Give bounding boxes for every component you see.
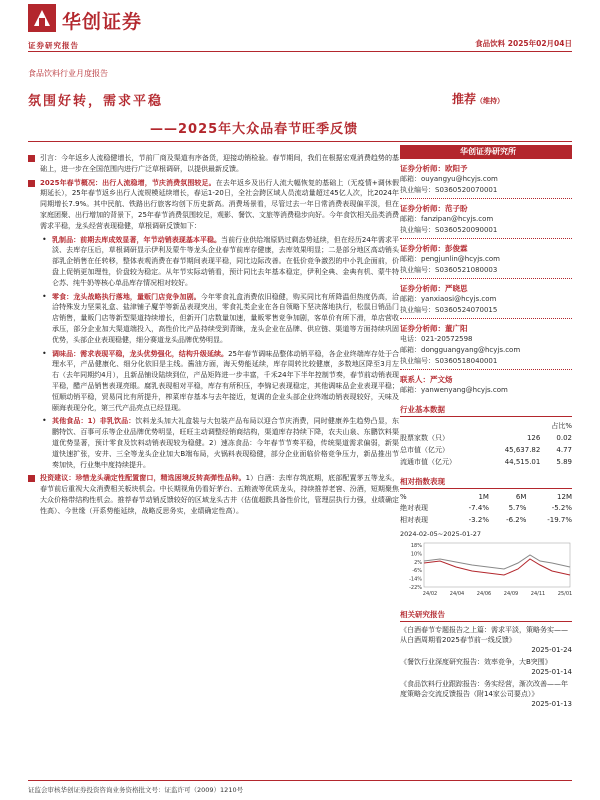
analyst-cert: 执业编号：S0360521080003 [400,266,498,274]
investment-paragraph: 投资建议：珍惜龙头确定性配置窗口，精选困境反转高弹性品种。1）白酒：去库存筑底期，底部配置茅五等龙头，春节前后重视大众消费相关板块机会。中长期视角仍看好茅台、五粮液等优质龙头，持续推荐老窖、汾酒，短期聚焦大众价格带结构性机会。推荐春节动销反馈较好的区域龙头古井（估值超跌具备性价比，管理层执行力强，业绩确定性高）、今世缘（开系势能延续，战略反思务实，业绩确定性高）。 [28,473,399,516]
x-tick-label: 24/11 [530,591,546,597]
analyst-cert: 执业编号：S0360518040001 [400,357,498,365]
benchmark-line [424,555,570,569]
table-row: 相对表现 -3.2% -6.2% -19.7% [400,516,572,524]
related-report[interactable]: 《食品饮料行业跟踪报告：务实经营，渐次改善——年度策略会交流反馈报告（附14家公司要点）》 2025-01-13 [400,680,572,708]
analyst-name: 证券分析师：欧阳予 [400,164,468,173]
overview-paragraph: 2025年春节概况：出行人流稳增，节庆消费氛围较足。在去年返乡及出行人流大幅恢复的基础上（无疫情+调休假期延长），25年春节返乡出行人流规模延续增长，春运1-20日，全社会跨区域人员流动量超过45亿人次，比2024年同期增长7.9%。其中民航、铁路出行旅客均创下历史新高。消费场景看，尽管过去一年日常消费表现偏平淡，但在家庭团聚、出行增加的背景下，25年春节消费氛围较足，观影、餐饮、文旅等消费稳步向好。今年食饮相关品类消费需求平稳，龙头经营表现稳健，草根调研反馈如下： [28,178,399,232]
analyst-name: 证券分析师：董广阳 [400,324,468,333]
analyst-cert: 执业编号：S0360520090001 [400,226,498,234]
performance-chart-svg [400,541,572,601]
related-report[interactable]: 《白酒春节专题报告之上篇：需求平淡，策略务实——从白酒周期看2025春节前一线反馈》 2025-01-24 [400,626,572,654]
analyst-cert: 执业编号：S0360524070015 [400,306,498,314]
footer-note: 证监会审核华创证券投资咨询业务资格批文号：证监许可（2009）1210号 [28,786,244,794]
analyst-list [400,163,572,396]
index-line [424,559,570,575]
brand-name: 华创证券 [62,11,143,33]
condiments-paragraph: • 调味品：需求表现平稳，龙头优势强化，结构升级延续。25年春节调味品整体动销平稳，各企业终端库存处于合理水平，产品健康化、细分化依旧是主线。酱油方面，海天势能延续，库存周转比较健康，多数地区降至3月左右（去年同期约4月），且新品铺设陆续到位，产品矩阵进一步丰富，千禾24年下半年控制节奏，春节前动销表现平稳，醋产品销售表现亮眼。腐乳表现相对平稳，库存有所积压，李锦记表现稳定，其他调味品企业表现平稳；恒顺动销平稳，贸易同比有所提升，榨菜库存基本与去年接近，复调的企业头部企业终端动销表现较好，天味及颐海表现分化，第三代产品亮点已经显现。 [42,348,399,412]
contact-name: 联系人：严文炀 [400,375,453,384]
intro-paragraph: 引言：今年返乡人流稳健增长，节前厂商及渠道有序备货，迎接动销检验。春节期间，我们在根据宏观消费趋势的基础上，进一步在全国范围内进行广泛草根调研，以提供最新反馈。 [28,153,399,175]
bullet-dot-icon: • [42,348,47,358]
y-tick-label: 18% [410,543,422,549]
rating-label: 推荐 [452,92,477,106]
industry-date: 食品饮料 2025年02月04日 [475,39,572,48]
report-subtitle: ——2025年大众品春节旺季反馈 [150,122,359,137]
analyst-email[interactable]: 邮箱：ouyangyu@hcyjs.com [400,175,498,183]
related-report[interactable]: 《餐饮行业深度研究报告：效率竞争，大B突围》 2025-01-14 [400,658,572,676]
rating-note: （维持） [476,97,505,105]
x-tick-label: 24/09 [503,591,519,597]
rating [452,90,504,107]
x-tick-label: 24/04 [449,591,465,597]
related-list [400,625,572,709]
y-tick-label: -6% [412,568,422,575]
analyst-email[interactable]: 邮箱：fanzipan@hcyjs.com [400,215,494,223]
table-row: 流通市值（亿元） 44,515.01 5.89 [400,458,572,466]
analyst-cert: 执业编号：S0360520070001 [400,186,498,194]
analyst-email[interactable]: 邮箱：pengjunlin@hcyjs.com [400,255,500,263]
bullet-dot-icon: • [42,291,47,301]
dotted-divider [400,318,572,319]
y-tick-label: 2% [414,559,422,566]
square-bullet-icon [28,475,35,482]
snacks-paragraph: • 零食：龙头战略执行落地，量贩门店竞争加剧。今年零食礼盒消费依旧稳健，购买同比有所降温但热度仍高，洽洽特殊发力坚果礼盒、盐津铺子魔芋等新品表现突出，零食礼类企业在各自领略下坚决落地执行，松鼠日销品门店销售，量贩门店等新型渠道持续增长，但新开门店数量加速，量贩零售竞争加剧，客单价有所下滑，单店营收承压，部分企业加大渠道端投入，高性价比产品持续受到青睐，龙头企业在品牌、供应链、渠道等方面持续巩固优势，头部企业表现稳健，细分赛道龙头品牌优势明显。 [42,291,399,344]
dotted-divider [400,278,572,279]
perf-title: 相对指数表现 [400,476,572,489]
other-food-paragraph: • 其他食品：1）非乳饮品：饮料龙头加大礼盒装与大包装产品布局以迎合节庆消费，同时健康养生趋势凸显，东鹏特饮、百事可乐等企业品牌优势明显，旺旺主动调整经销商结构，渠道库存持续下降，农夫山泉、东鹏饮料渠道优势显著，预计零食及饮料动销表现较为稳健。2）速冻食品：今年春节节奏平稳，传统渠道需求偏弱，新渠道快速扩张，安井、三全等龙头企业加大B端布局，火锅料表现稳健，部分企业面临价格竞争压力，新品推出节奏加快，行业集中度持续提升。 [42,416,399,469]
y-tick-label: 10% [410,551,422,558]
analyst-entry [400,323,572,370]
analyst-entry [400,203,572,239]
bullet-dot-icon: • [42,416,47,426]
table-row: 股票家数（只） 126 0.02 [400,434,572,442]
related-title: 相关研究报告 [400,609,572,622]
main-body [28,153,399,520]
title-divider [28,141,572,142]
analyst-phone: 电话：021-20572598 [400,335,473,343]
dotted-divider [400,238,572,239]
square-bullet-icon [28,155,35,162]
dotted-divider [400,198,572,199]
brand-sub: 证券研究报告 [28,41,79,50]
x-tick-label: 25/01 [557,591,572,597]
analyst-name: 证券分析师：严晓思 [400,284,468,293]
bullet-dot-icon: • [42,234,47,244]
table-row: 绝对表现 -7.4% 5.7% -5.2% [400,504,572,512]
contact-entry [400,374,572,396]
x-tick-label: 24/02 [422,591,438,597]
top-divider [28,51,572,52]
table-row: 总市值（亿元） 45,637.82 4.77 [400,446,572,454]
analyst-name: 证券分析师：范子盼 [400,204,468,213]
analyst-entry [400,163,572,199]
dairy-paragraph: • 乳制品：前期去库成效显著，年节动销表现基本平稳。当前行业供给端原奶过剩态势延续，但在经历24年需求平淡、去库存压后，草根调研显示伊利及蒙牛等龙头企业春节前库存健康，去库效果明显；二是部分地区高动销头部乳企销售在任转移，整体表观消费在春节期间表现平稳，同比边际改善。在低价竞争激烈的中小乳企面前，价盘上促销更加理性，价盘较为稳定。从年节实际动销看，预计同比去年基本稳定，伊利全典、金典有机、蒙牛特仑苏、纯牛奶等核心单品库存情况相对较好。 [42,234,399,287]
brand-mark-icon [28,4,56,32]
analyst-email[interactable]: 邮箱：dongguangyang@hcyjs.com [400,346,521,354]
brand-logo [28,4,148,34]
basics-table: 占比% 股票家数（只） 126 0.02 总市值（亿元） 45,637.82 4.77 流通市值（亿元） 44,515.01 5.89 [400,422,572,466]
perf-table: % 1M 6M 12M 绝对表现 -7.4% 5.7% -5.2% 相对表现 -3.2% -6.2% -19.7% [400,493,572,524]
analyst-email[interactable]: 邮箱：yanxiaosi@hcyjs.com [400,295,497,303]
contact-email[interactable]: 邮箱：yanwenyang@hcyjs.com [400,386,508,394]
dotted-divider [400,369,572,370]
analyst-name: 证券分析师：彭俊霖 [400,244,468,253]
square-bullet-icon [28,180,35,187]
report-category: 食品饮料行业月度报告 [28,69,108,78]
institute-header: 华创证券研究所 [400,145,572,159]
sidebar [400,145,572,711]
analyst-entry [400,283,572,319]
chart-range: 2024-02-05~2025-01-27 [400,530,481,538]
y-tick-label: -14% [409,576,422,583]
performance-chart [400,541,572,601]
y-tick-label: -22% [409,585,422,591]
analyst-entry [400,243,572,279]
report-title: 氛围好转，需求平稳 [28,94,164,109]
footer-divider [28,780,572,781]
x-tick-label: 24/06 [476,591,492,597]
basics-title: 行业基本数据 [400,404,572,417]
